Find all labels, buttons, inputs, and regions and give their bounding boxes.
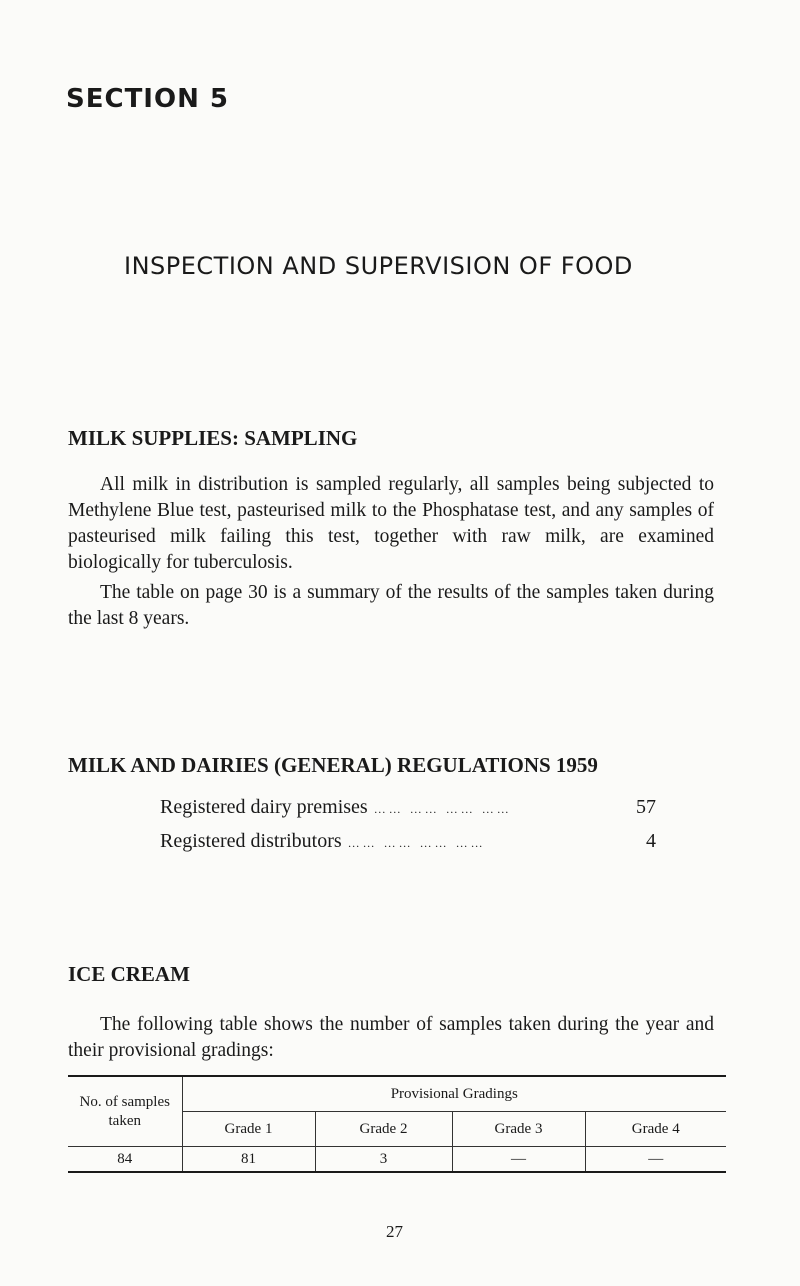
- summary-reference-paragraph: [68, 580, 714, 632]
- milk-sampling-paragraph: [68, 472, 714, 576]
- grade-3-header: Grade 3: [452, 1112, 585, 1147]
- grade-2-cell: 3: [315, 1147, 452, 1173]
- milk-sampling-text: All milk in distribution is sampled regularly, all samples being subjected to Methylene Blue test, pasteurised milk to the Phosphatase test, and any samples of pasteurised milk failing this test, together with raw milk, are examined biologically for tuberculosis.: [68, 474, 714, 573]
- samples-taken-cell: 84: [68, 1147, 182, 1173]
- ice-cream-heading: ICE CREAM: [68, 962, 190, 986]
- grade-2-header: Grade 2: [315, 1112, 452, 1147]
- samples-taken-header: No. of samples taken: [79, 1093, 170, 1129]
- grade-1-header: Grade 1: [182, 1112, 315, 1147]
- grade-4-cell: —: [585, 1147, 726, 1173]
- provisional-gradings-header: Provisional Gradings: [182, 1077, 726, 1112]
- grade-4-header: Grade 4: [585, 1112, 726, 1147]
- registered-dairy-premises-label: Registered dairy premises: [160, 796, 368, 818]
- grade-3-cell: —: [452, 1147, 585, 1173]
- milk-supplies-heading: MILK SUPPLIES: SAMPLING: [68, 426, 358, 450]
- table-row: [68, 1147, 726, 1173]
- regulations-heading: MILK AND DAIRIES (GENERAL) REGULATIONS 1959: [68, 753, 598, 777]
- page-number: 27: [386, 1222, 403, 1241]
- summary-reference-text: The table on page 30 is a summary of the results of the samples taken during the last 8 years.: [68, 582, 714, 629]
- ice-cream-paragraph: [68, 1012, 714, 1064]
- registered-distributors-row: [160, 830, 656, 853]
- section-title: SECTION 5: [66, 84, 229, 114]
- page-heading: INSPECTION AND SUPERVISION OF FOOD: [124, 252, 633, 280]
- registered-distributors-value: 4: [646, 830, 656, 852]
- ice-cream-gradings-table: [68, 1075, 726, 1173]
- leader-dots: …… …… …… ……: [347, 836, 486, 850]
- registered-dairy-premises-value: 57: [636, 796, 656, 818]
- ice-cream-text: The following table shows the number of samples taken during the year and their provisional gradings:: [68, 1014, 714, 1061]
- leader-dots: …… …… …… ……: [373, 802, 512, 816]
- registered-distributors-label: Registered distributors: [160, 830, 342, 852]
- grade-1-cell: 81: [182, 1147, 315, 1173]
- registered-dairy-premises-row: [160, 796, 656, 819]
